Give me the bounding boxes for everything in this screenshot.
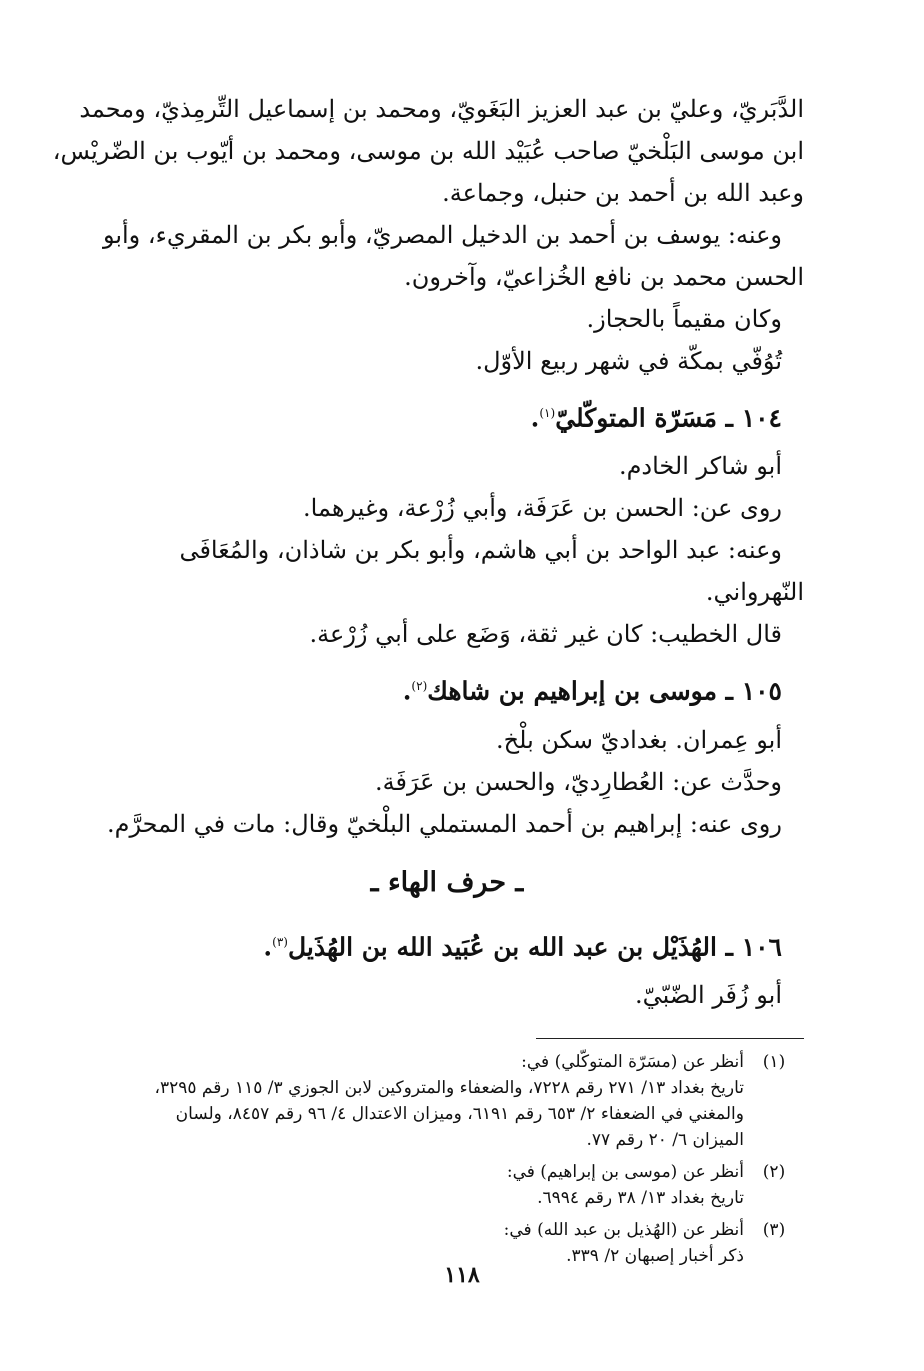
paragraph-teachers bbox=[52, 88, 804, 214]
footnote-line: الميزان ٦/ ٢٠ رقم ٧٧. bbox=[586, 1129, 744, 1150]
footnote-number: (٣) bbox=[762, 1219, 786, 1240]
footnote-line: تاريخ بغداد ١٣/ ٣٨ رقم ٦٩٩٤. bbox=[537, 1187, 744, 1208]
footnote-line: والمغني في الضعفاء ٢/ ٦٥٣ رقم ٦١٩١، وميزان الاعتدال ٤/ ٩٦ رقم ٨٤٥٧، ولسان bbox=[175, 1103, 744, 1124]
footnote-number: (١) bbox=[762, 1051, 786, 1072]
entry-title: ١٠٤ ـ مَسَرّة المتوكّليّ bbox=[555, 403, 782, 433]
footnote-line: أنظر عن (موسى بن إبراهيم) في: bbox=[506, 1161, 744, 1182]
text-line: ابن موسى البَلْخيّ صاحب عُبَيْد الله بن موسى، ومحمد بن أيّوب بن الضّريْس، bbox=[52, 137, 804, 165]
text-line: روى عنه: إبراهيم بن أحمد المستملي البلْخيّ وقال: مات في المحرَّم. bbox=[106, 809, 782, 838]
footnote-line: أنظر عن (مسَرّة المتوكّلي) في: bbox=[521, 1051, 744, 1072]
text-line: وعنه: يوسف بن أحمد بن الدخيل المصريّ، وأبو بكر بن المقريء، وأبو bbox=[102, 221, 782, 249]
footnote-line: تاريخ بغداد ١٣/ ٢٧١ رقم ٧٢٢٨، والضعفاء والمتروكين لابن الجوزي ٣/ ١١٥ رقم ٣٢٩٥، bbox=[154, 1077, 744, 1098]
footnote-divider bbox=[536, 1038, 804, 1039]
footnote-body bbox=[70, 1159, 744, 1211]
text-line: النّهرواني. bbox=[705, 578, 804, 607]
text-line: أبو عِمران. بغداديّ سكن بلْخ. bbox=[496, 725, 782, 754]
text-line: وعنه: عبد الواحد بن أبي هاشم، وأبو بكر بن شاذان، والمُعَافَى bbox=[179, 536, 782, 565]
text-line: أبو شاكر الخادم. bbox=[618, 452, 782, 481]
footnote-body bbox=[70, 1049, 744, 1153]
footnotes bbox=[70, 1049, 804, 1269]
entry-title: ١٠٦ ـ الهُذَيْل بن عبد الله بن عُبَيد الله بن الهُذَيل bbox=[287, 931, 782, 961]
page-number: ١١٨ bbox=[444, 1262, 480, 1288]
residence-line: وكان مقيماً بالحجاز. bbox=[586, 305, 782, 333]
entry-heading-106: ١٠٦ ـ الهُذَيْل بن عبد الله بن عُبَيد الله بن الهُذَيل$^{(٣)}$. bbox=[263, 931, 782, 961]
text-line: الحسن محمد بن نافع الخُزاعيّ، وآخرون. bbox=[404, 263, 804, 291]
death-line: تُوُفّي بمكّة في شهر ربيع الأوّل. bbox=[475, 347, 782, 375]
footnote-ref[interactable]: (٣) bbox=[272, 934, 288, 949]
footnote-number: (٢) bbox=[762, 1161, 786, 1182]
section-heading: ـ حرف الهاء ـ bbox=[370, 866, 524, 898]
footnote bbox=[70, 1159, 804, 1211]
book-page bbox=[52, 88, 804, 1328]
entry-heading-104: ١٠٤ ـ مَسَرّة المتوكّليّ$^{(١)}$. bbox=[530, 403, 782, 433]
footnote bbox=[70, 1049, 804, 1153]
footnote-line: ذكر أخبار إصبهان ٢/ ٣٣٩. bbox=[566, 1245, 744, 1266]
khatib-quote: قال الخطيب: كان غير ثقة، وَضَع على أبي زُرْعة. bbox=[309, 620, 782, 649]
entry-title: ١٠٥ ـ موسى بن إبراهيم بن شاهك bbox=[427, 676, 782, 706]
paragraph-students bbox=[70, 214, 804, 298]
text-line: أبو زُفَر الضّبّيّ. bbox=[635, 980, 782, 1009]
entry-heading-105: ١٠٥ ـ موسى بن إبراهيم بن شاهك$^{(٢)}$. bbox=[402, 676, 782, 706]
text-line: روى عن: الحسن بن عَرَفَة، وأبي زُرْعة، وغيرهما. bbox=[303, 494, 782, 523]
text-line: وعبد الله بن أحمد بن حنبل، وجماعة. bbox=[442, 179, 804, 207]
text-line: وحدَّث عن: العُطارِديّ، والحسن بن عَرَفَة. bbox=[374, 767, 782, 796]
footnote-ref[interactable]: (٢) bbox=[411, 679, 428, 694]
text-line: الدَّبَريّ، وعليّ بن عبد العزيز البَغَويّ، ومحمد بن إسماعيل التِّرمِذيّ، ومحمد bbox=[79, 95, 804, 123]
footnote-line: أنظر عن (الهُذيل بن عبد الله) في: bbox=[503, 1219, 744, 1240]
footnote-ref[interactable]: (١) bbox=[539, 406, 556, 420]
